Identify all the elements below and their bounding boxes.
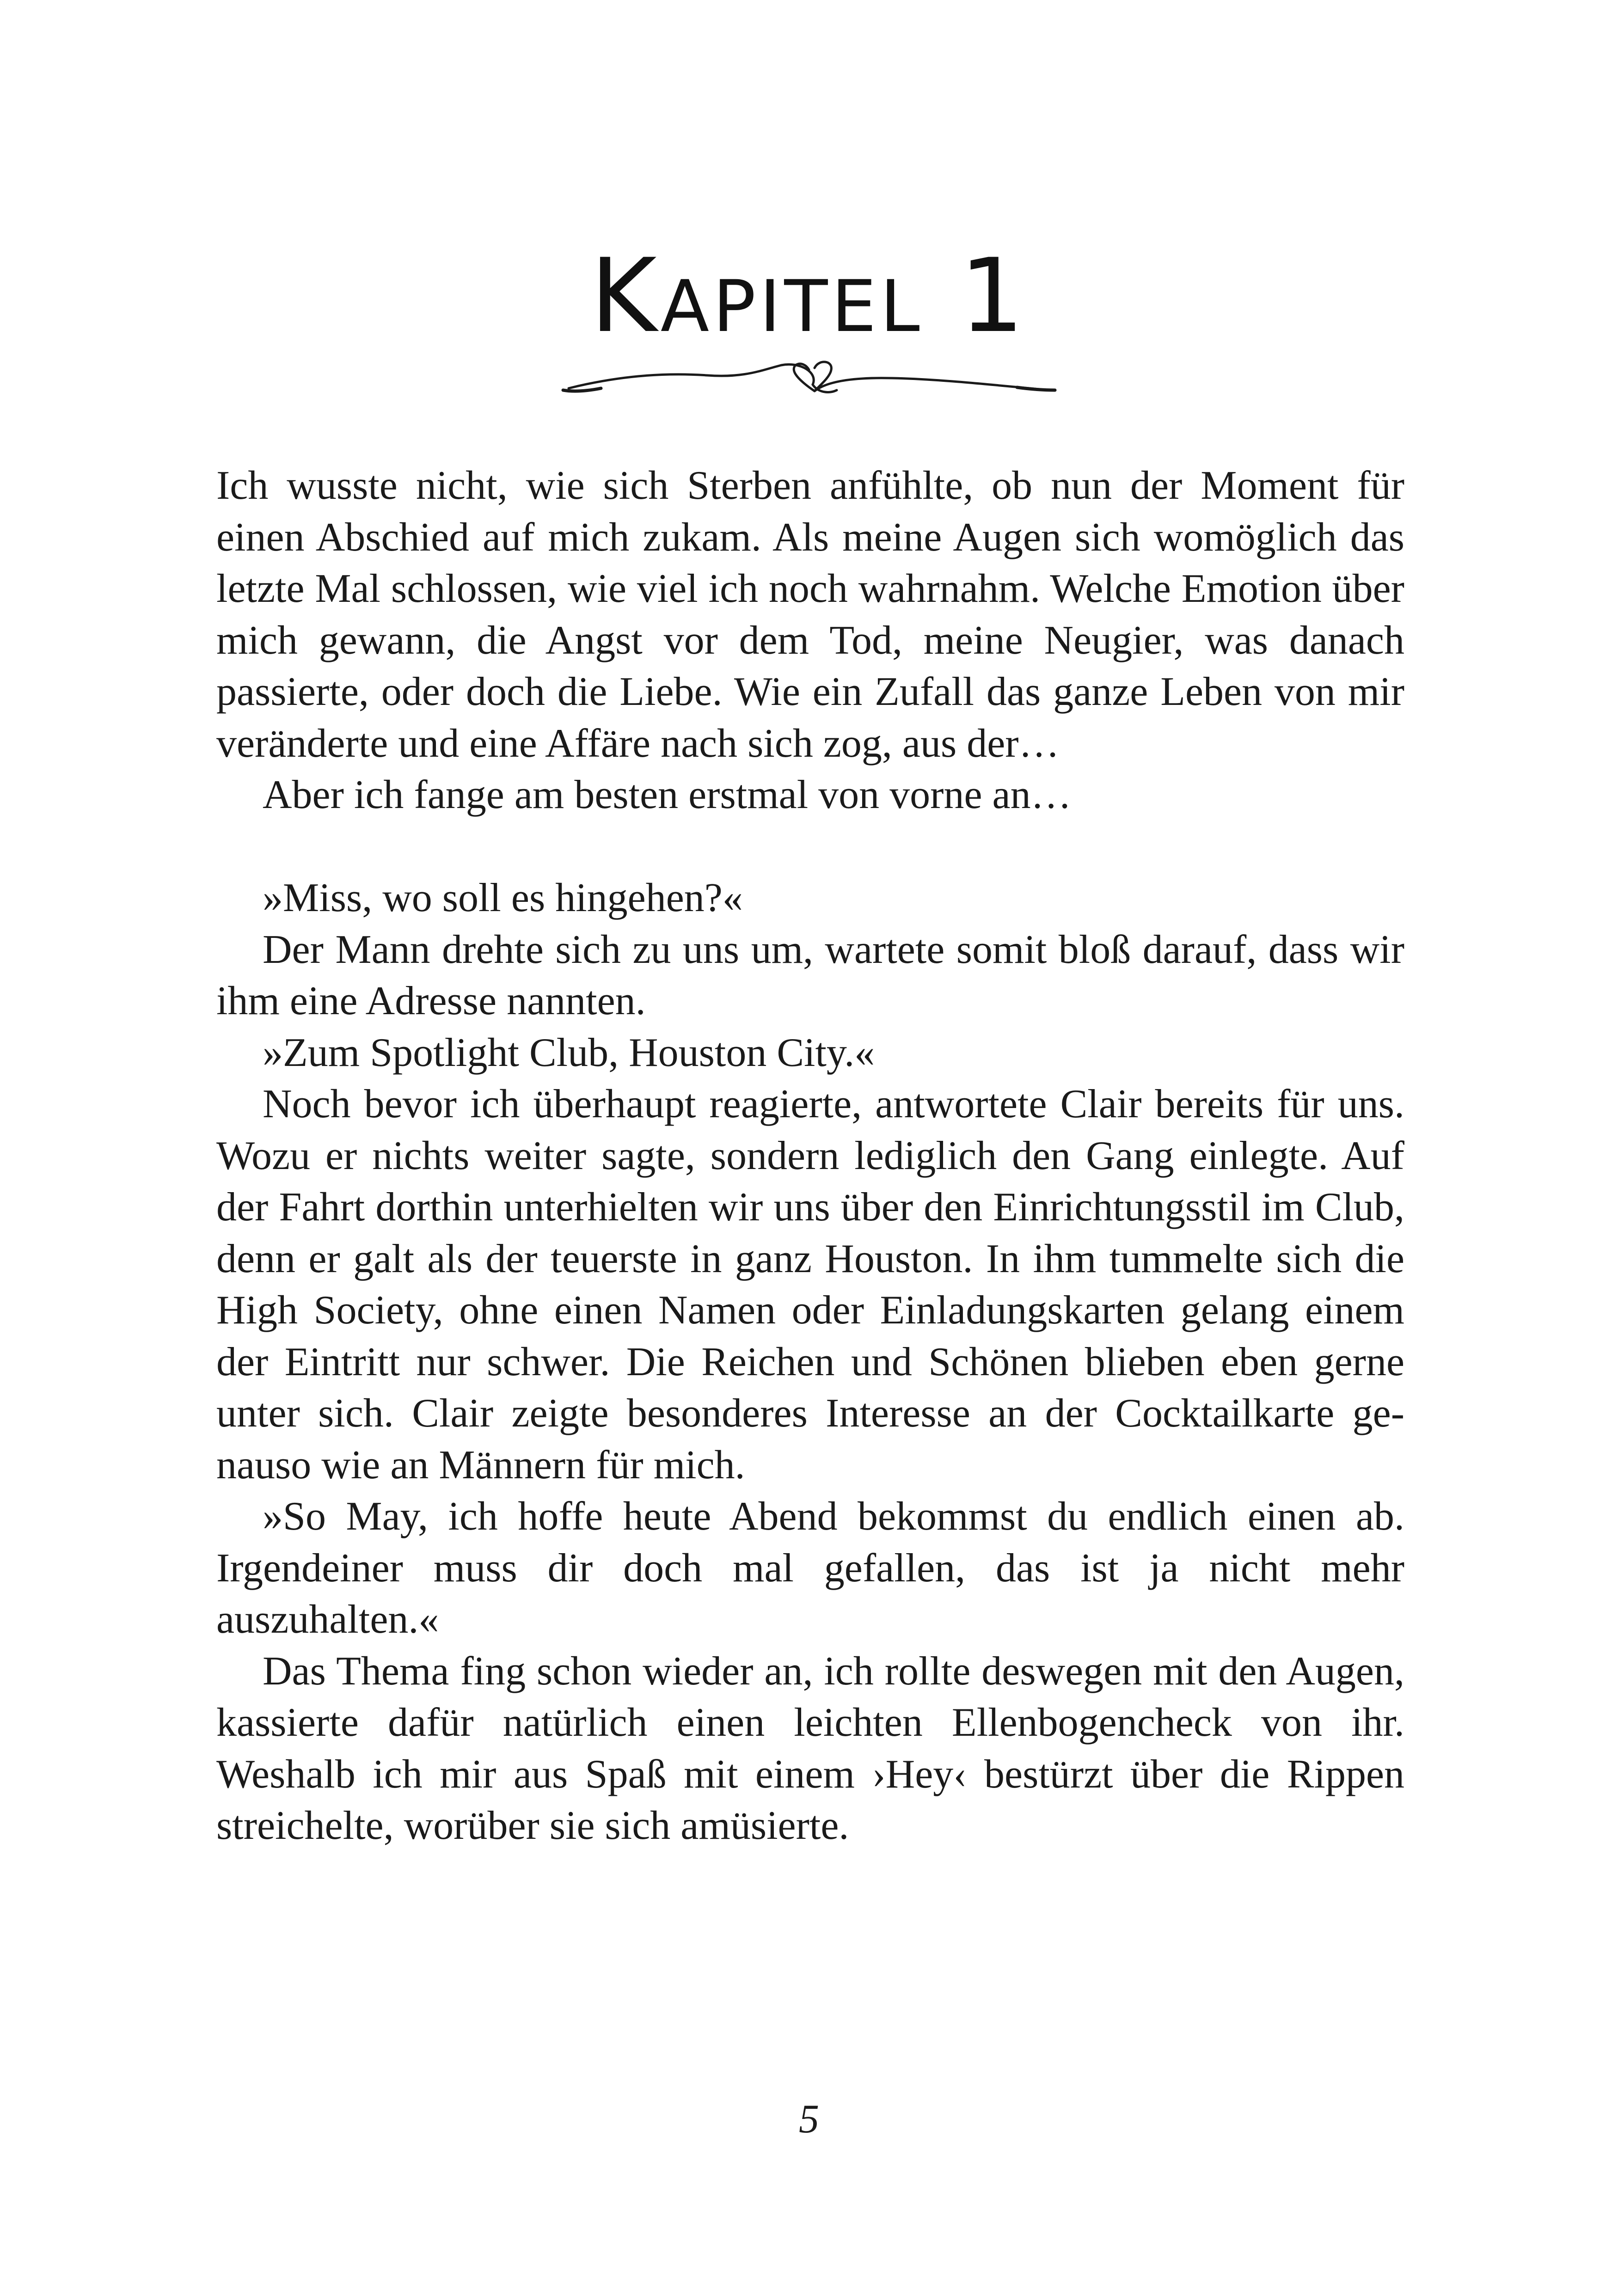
heart-flourish-icon [559,351,1059,411]
paragraph: »Miss, wo soll es hingehen?« [263,876,743,920]
paragraph: Ich wusste nicht, wie sich Sterben anfühlte, ob nun der Moment für einen Abschied auf mich zukam. Als meine Augen sich womöglich das letzte Mal schlossen, wie viel ich noch wahrnahm. Welche Emotion über mich gewann, die Angst vor dem Tod, meine Neugier, was danach passierte, oder doch die Liebe. Wie ein Zufall das ganze Leben von mir veränderte und eine Affäre nach sich zog, aus der… [216,463,1404,766]
paragraph: »Zum Spotlight Club, Houston City.« [263,1030,875,1075]
chapter-title: Kapitel 1 [590,237,1028,355]
page-number: 5 [799,2097,819,2142]
paragraph: »So May, ich hoffe heute Abend bekommst du endlich einen ab. Irgendeiner muss dir doch mal gefallen, das ist ja nicht mehr auszuhalten.« [216,1494,1404,1642]
paragraph: Noch bevor ich überhaupt reagierte, antwortete Clair bereits für uns. Wozu er nichts weiter sagte, sondern lediglich den Gang einlegte. Auf der Fahrt dorthin unterhielten wir uns über den Einrichtungsstil im Club, denn er galt als der teuerste in ganz Houston. In ihm tummelte sich die High Society, ohne einen Namen oder Einladungskarten gelang einem der Eintritt nur schwer. Die Reichen und Schönen blieben eben gerne unter sich. Clair zeigte besonderes Interesse an der Cocktailkarte genauso wie an Männern für mich. [216,1082,1404,1488]
paragraph: Der Mann drehte sich zu uns um, wartete somit bloß darauf, dass wir ihm eine Adresse nannten. [216,927,1404,1023]
chapter-body [216,460,1404,1852]
paragraph: Aber ich fange am besten erstmal von vorne an… [263,772,1072,817]
paragraph: Das Thema fing schon wieder an, ich rollte deswegen mit den Augen, kassierte dafür natürlich einen leichten Ellenbogencheck von ihr. Weshalb ich mir aus Spaß mit einem ›Hey‹ bestürzt über die Rippen streichelte, worüber sie sich amüsierte. [216,1648,1404,1848]
